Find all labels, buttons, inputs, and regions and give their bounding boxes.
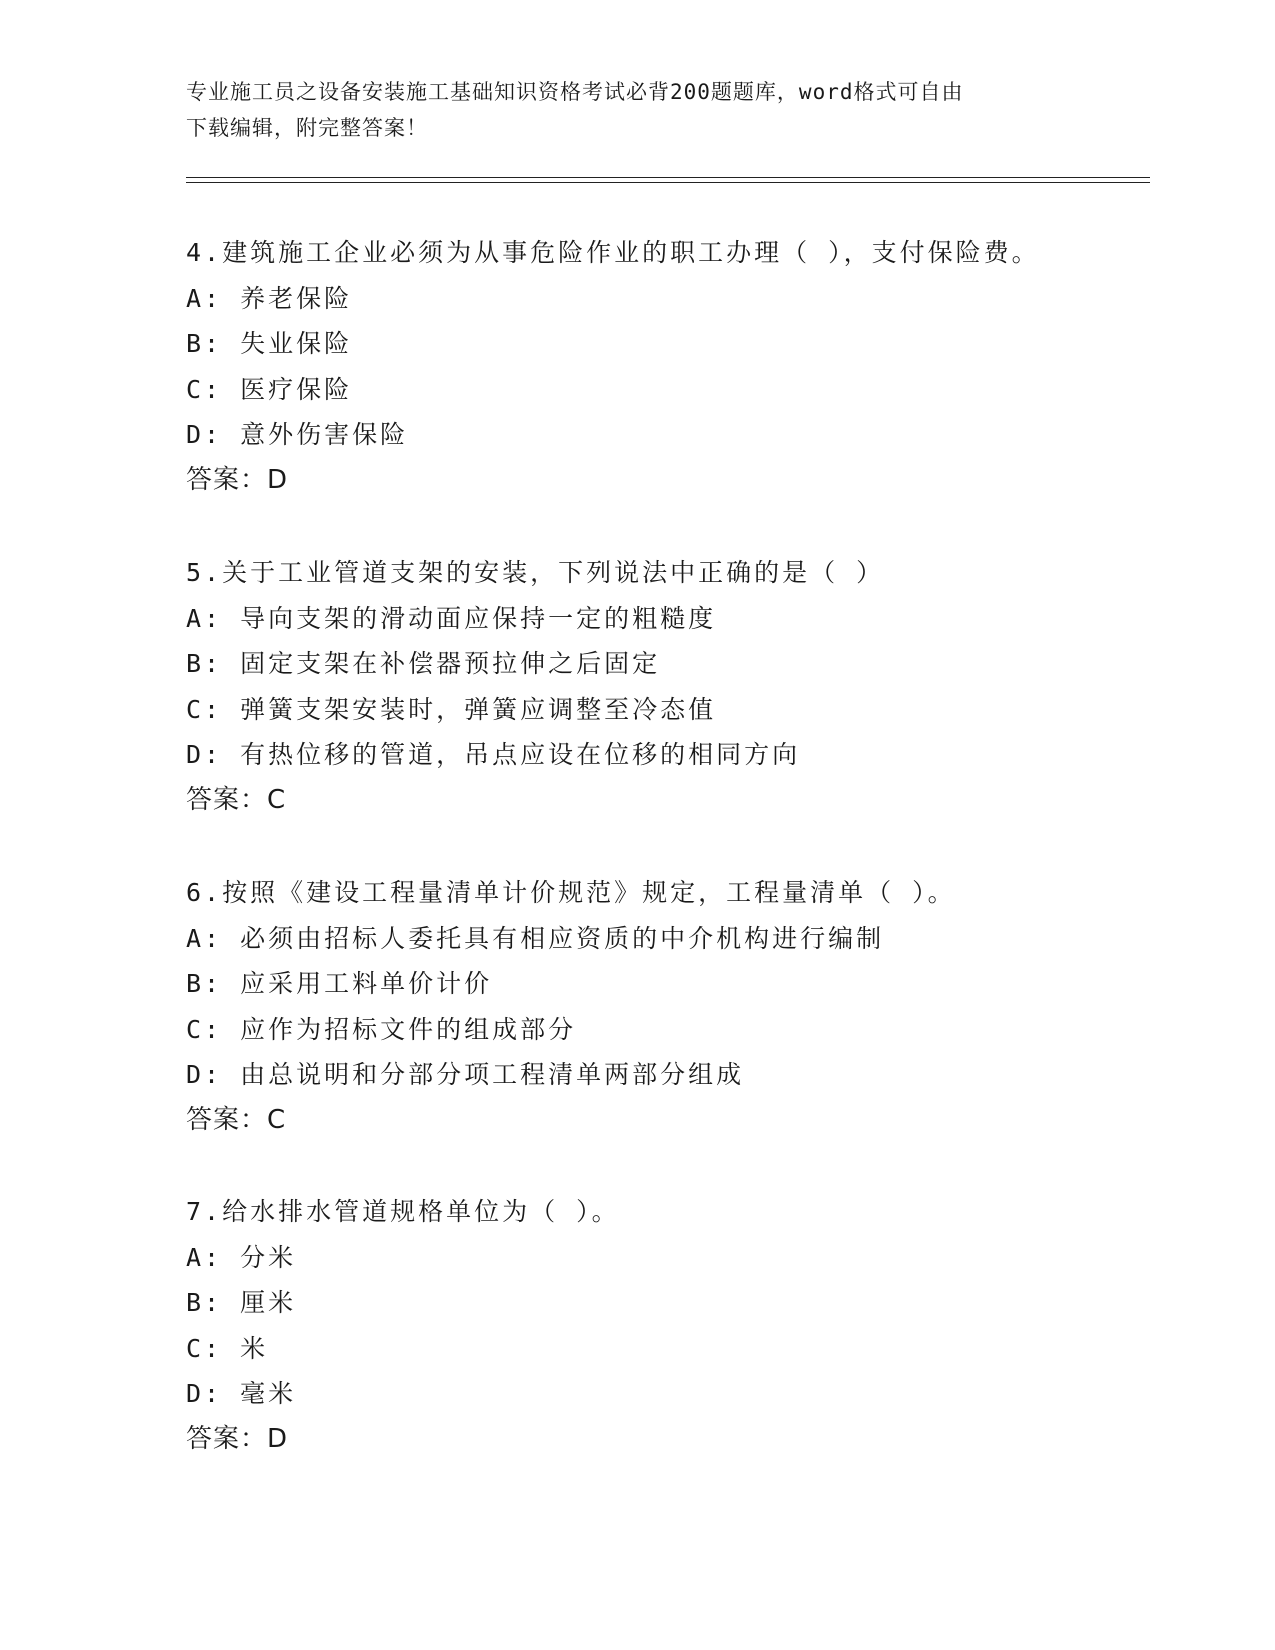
option-b <box>186 641 1150 687</box>
option-letter: C: <box>186 1333 223 1363</box>
answer-line: 答案：C <box>186 1104 287 1135</box>
option-letter: A: <box>186 923 223 953</box>
question-block <box>186 550 1150 823</box>
option-b <box>186 1280 1150 1326</box>
option-text: 厘米 <box>240 1288 297 1317</box>
option-c <box>186 687 1150 733</box>
answer-line: 答案：C <box>186 784 287 815</box>
option-letter: A: <box>186 283 223 313</box>
question-stem: 5.关于工业管道支架的安装，下列说法中正确的是（ ） <box>186 558 885 587</box>
option-d <box>186 1052 1150 1098</box>
answer-line: 答案：D <box>186 464 289 495</box>
header-line-1: 专业施工员之设备安装施工基础知识资格考试必背200题题库，word格式可自由 <box>186 80 964 104</box>
option-text: 固定支架在补偿器预拉伸之后固定 <box>240 649 661 678</box>
option-text: 意外伤害保险 <box>240 420 409 449</box>
option-letter: D: <box>186 740 223 769</box>
option-letter: D: <box>186 1379 223 1408</box>
option-letter: B: <box>186 969 223 998</box>
option-letter: C: <box>186 374 223 404</box>
option-d <box>186 732 1150 778</box>
option-a <box>186 596 1150 642</box>
option-b <box>186 321 1150 367</box>
option-letter: B: <box>186 649 223 678</box>
option-text: 米 <box>240 1333 269 1363</box>
header-rule-top <box>186 177 1150 178</box>
option-text: 必须由招标人委托具有相应资质的中介机构进行编制 <box>240 923 885 953</box>
question-block <box>186 230 1150 503</box>
option-d <box>186 1371 1150 1417</box>
option-text: 由总说明和分部分项工程清单两部分组成 <box>240 1060 745 1089</box>
option-text: 弹簧支架安装时，弹簧应调整至冷态值 <box>240 694 717 724</box>
option-letter: D: <box>186 1060 223 1089</box>
option-letter: B: <box>186 329 223 358</box>
option-c <box>186 367 1150 413</box>
option-text: 分米 <box>240 1242 297 1272</box>
option-a <box>186 916 1150 962</box>
option-letter: C: <box>186 694 223 724</box>
question-stem: 6.按照《建设工程量清单计价规范》规定，工程量清单（ ）。 <box>186 878 956 907</box>
option-text: 医疗保险 <box>240 374 353 404</box>
header-rule-bottom <box>186 182 1150 183</box>
question-block <box>186 870 1150 1143</box>
option-letter: B: <box>186 1288 223 1317</box>
option-a <box>186 1235 1150 1281</box>
option-letter: D: <box>186 420 223 449</box>
option-text: 毫米 <box>240 1379 297 1408</box>
option-b <box>186 961 1150 1007</box>
option-a <box>186 276 1150 322</box>
option-text: 应采用工料单价计价 <box>240 969 493 998</box>
answer-line: 答案：D <box>186 1423 289 1454</box>
question-stem: 7.给水排水管道规格单位为（ ）。 <box>186 1197 620 1226</box>
option-letter: C: <box>186 1014 223 1044</box>
header-line-2: 下载编辑，附完整答案！ <box>186 116 428 140</box>
document-header <box>186 74 1086 146</box>
option-c <box>186 1326 1150 1372</box>
option-c <box>186 1007 1150 1053</box>
question-stem: 4.建筑施工企业必须为从事危险作业的职工办理（ ），支付保险费。 <box>186 238 1040 267</box>
option-d <box>186 412 1150 458</box>
option-text: 养老保险 <box>240 283 353 313</box>
question-block <box>186 1189 1150 1462</box>
option-text: 应作为招标文件的组成部分 <box>240 1014 577 1044</box>
option-letter: A: <box>186 603 223 633</box>
option-text: 导向支架的滑动面应保持一定的粗糙度 <box>240 603 717 633</box>
option-text: 有热位移的管道，吊点应设在位移的相同方向 <box>240 740 801 769</box>
option-letter: A: <box>186 1242 223 1272</box>
option-text: 失业保险 <box>240 329 353 358</box>
